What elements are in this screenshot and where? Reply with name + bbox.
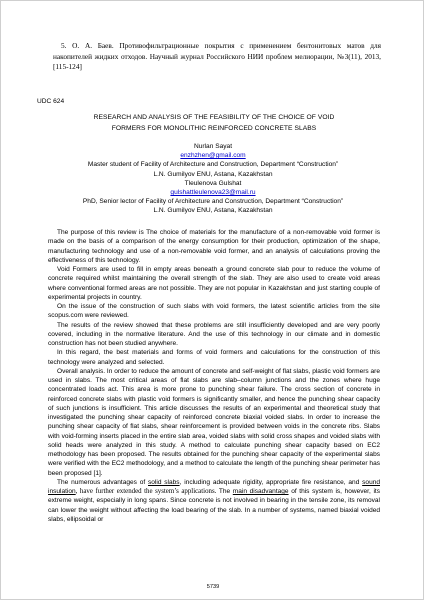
- solid-slabs-underlined: solid slabs: [148, 478, 180, 486]
- article-title: [41, 112, 387, 134]
- paragraph-void-formers: Void Formers are used to fill in empty areas beneath a ground concrete slab pour to reduce the volume of concrete required whilst maintaining the overall strength of the slab. They are also used to create void areas where conventional formed areas are not possible. They are not popular in Kazakhstan and just starting couple of experimental projects in country.: [48, 266, 380, 301]
- author-1-email-link[interactable]: enzhzhen@gmail.com: [180, 152, 246, 160]
- advantages-text: The: [216, 488, 233, 495]
- advantages-text: The numerous advantages of: [57, 478, 148, 486]
- paragraph-scopus-review: On the issue of the construction of such slabs with void formers, the latest scientific articles from the site scopus.com were reviewed.: [48, 303, 380, 320]
- author-2-email-link[interactable]: gulshattleulenova23@mail.ru: [170, 189, 256, 197]
- author-1-position: Master student of Facility of Architecture and Construction, Department “Construction”: [87, 161, 339, 169]
- article-body: [48, 228, 380, 524]
- paragraph-review-results: The results of the review showed that these problems are still insufficiently developed and are very poorly covered, including in the normative literature. And the use of this technology in our climate and in domestic construction has not been studied anywhere.: [48, 321, 380, 347]
- author-2-position: PhD, Senior lector of Facility of Architecture and Construction, Department “Construction”: [82, 198, 344, 206]
- author-2-name: Tleulenova Gulshat: [184, 179, 242, 187]
- author-1-name: Nurlan Sayat: [193, 143, 233, 150]
- reference-entry: 5. О. А. Баев. Противофильтрационные покрытия с применением бентонитовых матов для накопителей жидких отходов. Научный журнал Российского НИИ проблем мелиорации, №3(11), 2013, [115-124]: [53, 41, 381, 72]
- sound-insulation-underlined: sound insulation: [48, 478, 380, 495]
- paragraph-overall-analysis: Overall analysis. In order to reduce the amount of concrete and self-weight of flat slabs, plastic void formers are used in slabs. The most critical areas of flat slabs are slab–column junctions and the zones where huge concentrated loads act. This area is more prone to punching shear failure. The cross section of concrete in reinforced concrete slabs with plastic void formers is significantly smaller, and hence the punching shear capacity of such junctions is insufficient. This article discusses the results of an experimental and theoretical study that investigated the punching shear capacity of reinforced concrete biaxial voided slabs. In order to increase the punching shear capacity of flat slabs, shear reinforcement is provided between voids in the concrete ribs. Slabs with void-forming inserts placed in the entire slab area, voided slabs with solid cross shapes and voided slabs with solid heads were analyzed in this study. A method to calculate punching shear capacity based on EC2 methodology has been proposed. The results obtained for the punching shear capacity of the experimental slabs were verified with the EC2 methodology, and a method to calculate the length of the punching shear perimeter has been proposed [1].: [48, 367, 380, 477]
- title-line-1: RESEARCH AND ANALYSIS OF THE FEASIBILITY OF THE CHOICE OF VOID: [93, 114, 335, 121]
- main-disadvantage-underlined: main disadvantage: [232, 488, 289, 495]
- author-1-university: L.N. Gumilyov ENU, Astana, Kazakhstan: [153, 170, 273, 178]
- author-block: [53, 142, 373, 216]
- paragraph-purpose: The purpose of this review is The choice of materials for the manufacture of a non-removable void former is made on the basis of a comparison of the energy consumption for their production, optimization of the shape, manufacturing technology and use of a non-removable void former, and an analysis of calculations proving the effectiveness of this technology.: [48, 229, 380, 264]
- udc-code: UDC 624: [37, 98, 65, 105]
- advantages-text: , including adequate rigidity, appropriate fire resistance, and: [179, 478, 363, 486]
- disadvantage-text: of this system is, however, its extreme weight, especially in long spans. Since concrete is not involved in bearing in the tensile zone, its removal can lower the weight without affecting the load bearing of the slab. In a number of systems, named biaxial voided slabs, ellipsoidal or: [48, 488, 380, 523]
- page-number: 5739: [206, 584, 220, 590]
- paragraph-selection: In this regard, the best materials and forms of void formers and calculations for the construction of this technology were analyzed and selected.: [48, 349, 380, 366]
- title-line-2: FORMERS FOR MONOLITHIC REINFORCED CONCRETE SLABS: [111, 125, 317, 132]
- applications-text: , have further extended the system’s applications.: [75, 488, 217, 495]
- paragraph-advantages: [48, 478, 380, 524]
- author-2-university: L.N. Gumilyov ENU, Astana, Kazakhstan: [153, 207, 273, 215]
